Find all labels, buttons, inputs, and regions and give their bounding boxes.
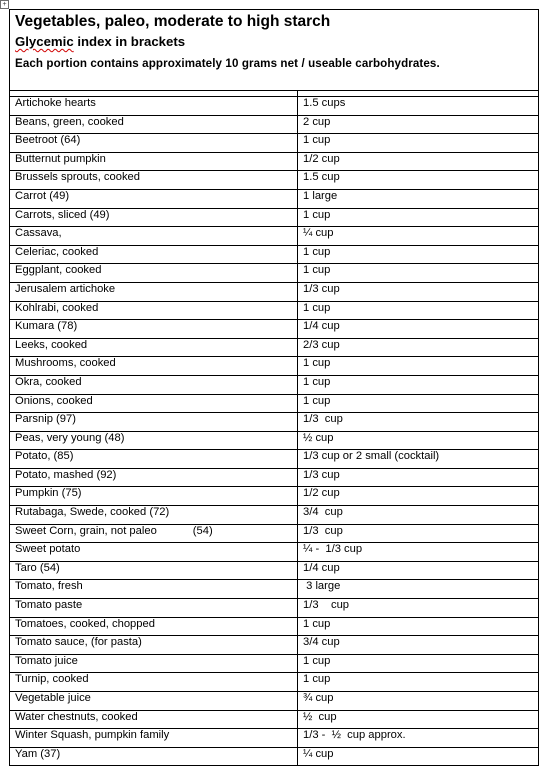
portion-cell[interactable] bbox=[298, 245, 539, 264]
portion-cell[interactable] bbox=[298, 208, 539, 227]
food-name: Beetroot (64) bbox=[15, 134, 81, 147]
food-name: Tomato juice bbox=[15, 654, 78, 667]
portion-cell[interactable] bbox=[298, 320, 539, 339]
portion-cell[interactable] bbox=[298, 264, 539, 283]
food-name: Leeks, cooked bbox=[15, 338, 88, 351]
portion-size: ¼ - 1/3 cup bbox=[303, 543, 363, 556]
portion-size: 1/4 cup bbox=[303, 320, 340, 333]
table-row bbox=[10, 524, 539, 543]
portion-cell[interactable] bbox=[298, 115, 539, 134]
table-row bbox=[10, 264, 539, 283]
table-row bbox=[10, 487, 539, 506]
table-row bbox=[10, 729, 539, 748]
food-cell[interactable] bbox=[10, 320, 298, 339]
portion-size: 1.5 cups bbox=[303, 97, 346, 109]
document-title: Vegetables, paleo, moderate to high starch bbox=[15, 13, 331, 30]
table-row bbox=[10, 282, 539, 301]
portion-size: 2 cup bbox=[303, 115, 331, 128]
portion-size: 1 large bbox=[303, 189, 338, 202]
portion-size: ¼ cup bbox=[303, 227, 334, 240]
food-cell[interactable] bbox=[10, 357, 298, 376]
food-name: Tomato sauce, (for pasta) bbox=[15, 636, 142, 649]
table-row bbox=[10, 301, 539, 320]
portion-cell[interactable] bbox=[298, 561, 539, 580]
portion-size: 1 cup bbox=[303, 394, 331, 407]
food-name: Winter Squash, pumpkin family bbox=[15, 729, 170, 742]
table-row bbox=[10, 747, 539, 766]
food-name: Eggplant, cooked bbox=[15, 264, 102, 277]
food-name: Sweet Corn, grain, not paleo bbox=[15, 524, 157, 537]
table-row bbox=[10, 468, 539, 487]
food-name: Butternut pumpkin bbox=[15, 152, 106, 165]
portion-cell[interactable] bbox=[298, 543, 539, 562]
portion-cell[interactable] bbox=[298, 710, 539, 729]
table-row bbox=[10, 152, 539, 171]
table-row bbox=[10, 97, 539, 116]
portion-size: 1/3 cup or 2 small (cocktail) bbox=[303, 450, 440, 463]
table-row bbox=[10, 692, 539, 711]
portion-size: 1 cup bbox=[303, 245, 331, 258]
table-row bbox=[10, 450, 539, 469]
portion-cell[interactable] bbox=[298, 654, 539, 673]
food-cell[interactable] bbox=[10, 561, 298, 580]
portion-cell[interactable] bbox=[298, 729, 539, 748]
food-name: Carrot (49) bbox=[15, 189, 70, 202]
portion-size: 1 cup bbox=[303, 357, 331, 370]
food-name: Rutabaga, Swede, cooked (72) bbox=[15, 506, 170, 519]
food-cell[interactable] bbox=[10, 245, 298, 264]
food-name: Kumara (78) bbox=[15, 320, 78, 333]
food-cell[interactable] bbox=[10, 227, 298, 246]
food-cell[interactable] bbox=[10, 747, 298, 766]
table-row bbox=[10, 413, 539, 432]
food-cell[interactable] bbox=[10, 617, 298, 636]
portion-cell[interactable] bbox=[298, 636, 539, 655]
portion-cell[interactable] bbox=[298, 450, 539, 469]
food-name: Parsnip (97) bbox=[15, 413, 76, 426]
portion-size: 1/2 cup bbox=[303, 152, 340, 165]
portion-size: 1 cup bbox=[303, 375, 331, 388]
food-cell[interactable] bbox=[10, 506, 298, 525]
portion-size: 1 cup bbox=[303, 301, 331, 314]
portion-size: 1/3 cup bbox=[303, 282, 340, 295]
food-cell[interactable] bbox=[10, 413, 298, 432]
table-row bbox=[10, 375, 539, 394]
food-name: Turnip, cooked bbox=[15, 673, 89, 686]
food-cell[interactable] bbox=[10, 636, 298, 655]
portion-cell[interactable] bbox=[298, 617, 539, 636]
portion-cell[interactable] bbox=[298, 524, 539, 543]
portion-size: 3/4 cup bbox=[303, 506, 343, 519]
food-cell[interactable] bbox=[10, 543, 298, 562]
food-name: Beans, green, cooked bbox=[15, 115, 124, 128]
portion-size: 1/3 cup bbox=[303, 524, 343, 537]
food-cell[interactable] bbox=[10, 710, 298, 729]
portion-size: 1/3 cup bbox=[303, 413, 343, 426]
portion-size: 1 cup bbox=[303, 617, 331, 630]
table-row bbox=[10, 208, 539, 227]
portion-cell[interactable] bbox=[298, 97, 539, 116]
portion-size: 1/2 cup bbox=[303, 487, 340, 500]
portion-cell[interactable] bbox=[298, 134, 539, 153]
table-row bbox=[10, 245, 539, 264]
portion-size: 1 cup bbox=[303, 673, 331, 686]
portion-size: 1.5 cup bbox=[303, 171, 340, 184]
food-name: Jerusalem artichoke bbox=[15, 282, 116, 295]
food-name: Peas, very young (48) bbox=[15, 431, 125, 444]
portion-cell[interactable] bbox=[298, 171, 539, 190]
portion-cell[interactable] bbox=[298, 152, 539, 171]
food-cell[interactable] bbox=[10, 338, 298, 357]
table-header-cell bbox=[10, 10, 539, 91]
food-cell[interactable] bbox=[10, 282, 298, 301]
food-cell[interactable] bbox=[10, 654, 298, 673]
food-name: Carrots, sliced (49) bbox=[15, 208, 110, 221]
portion-size: 1 cup bbox=[303, 134, 331, 147]
table-row bbox=[10, 673, 539, 692]
table-row bbox=[10, 506, 539, 525]
food-cell[interactable] bbox=[10, 208, 298, 227]
table-row bbox=[10, 227, 539, 246]
portion-size: 1/4 cup bbox=[303, 561, 340, 574]
food-cell[interactable] bbox=[10, 431, 298, 450]
carbohydrate-table bbox=[9, 9, 539, 766]
food-name: Sweet potato bbox=[15, 543, 81, 556]
portion-cell[interactable] bbox=[298, 413, 539, 432]
portion-size: 1/3 cup bbox=[303, 468, 340, 481]
table-header-row bbox=[10, 10, 539, 91]
portion-size: ¼ cup bbox=[303, 747, 334, 760]
table-row bbox=[10, 320, 539, 339]
table-row bbox=[10, 171, 539, 190]
table-row bbox=[10, 189, 539, 208]
food-name: Taro (54) bbox=[15, 561, 60, 574]
portion-size: ¾ cup bbox=[303, 692, 334, 704]
food-name: Okra, cooked bbox=[15, 375, 82, 388]
portion-cell[interactable] bbox=[298, 487, 539, 506]
table-row bbox=[10, 580, 539, 599]
food-cell[interactable] bbox=[10, 487, 298, 506]
food-cell[interactable] bbox=[10, 134, 298, 153]
portion-cell[interactable] bbox=[298, 394, 539, 413]
table-row bbox=[10, 115, 539, 134]
food-name: Water chestnuts, cooked bbox=[15, 710, 138, 723]
table-row bbox=[10, 710, 539, 729]
food-name: Yam (37) bbox=[15, 747, 61, 760]
food-name: Cassava, bbox=[15, 227, 62, 240]
portion-cell[interactable] bbox=[298, 375, 539, 394]
food-cell[interactable] bbox=[10, 171, 298, 190]
food-cell[interactable] bbox=[10, 189, 298, 208]
portion-size: 1 cup bbox=[303, 208, 331, 221]
food-name: Mushrooms, cooked bbox=[15, 357, 116, 370]
food-name: Kohlrabi, cooked bbox=[15, 301, 99, 314]
portion-size: 3 large bbox=[303, 580, 341, 593]
food-name: Pumpkin (75) bbox=[15, 487, 82, 500]
food-cell[interactable] bbox=[10, 580, 298, 599]
food-name: Celeriac, cooked bbox=[15, 245, 99, 258]
portion-cell[interactable] bbox=[298, 580, 539, 599]
portion-cell[interactable] bbox=[298, 692, 539, 711]
table-row bbox=[10, 599, 539, 618]
portion-note: Each portion contains approximately 10 grams net / useable carbohydrates. bbox=[15, 57, 440, 70]
portion-cell[interactable] bbox=[298, 189, 539, 208]
portion-size: 3/4 cup bbox=[303, 636, 340, 649]
food-cell[interactable] bbox=[10, 468, 298, 487]
food-cell[interactable] bbox=[10, 264, 298, 283]
portion-cell[interactable] bbox=[298, 282, 539, 301]
document-subtitle bbox=[15, 32, 538, 52]
food-name: Artichoke hearts bbox=[15, 97, 96, 109]
table-move-handle-icon[interactable]: + bbox=[0, 0, 9, 9]
portion-size: ½ cup bbox=[303, 710, 337, 723]
food-cell[interactable] bbox=[10, 524, 298, 543]
portion-size: 1/3 cup bbox=[303, 599, 350, 612]
food-name: Potato, mashed (92) bbox=[15, 468, 117, 481]
food-cell[interactable] bbox=[10, 97, 298, 116]
glycemic-index-value: (54) bbox=[192, 524, 213, 537]
table-row bbox=[10, 617, 539, 636]
food-cell[interactable] bbox=[10, 301, 298, 320]
portion-size: 1 cup bbox=[303, 654, 331, 667]
table-row bbox=[10, 636, 539, 655]
portion-size: 1 cup bbox=[303, 264, 331, 277]
spellcheck-flagged-word[interactable]: Glycemic bbox=[15, 34, 74, 49]
portion-size: ½ cup bbox=[303, 431, 334, 444]
food-cell[interactable] bbox=[10, 375, 298, 394]
portion-size: 1/3 - ½ cup approx. bbox=[303, 729, 406, 742]
food-name: Tomatoes, cooked, chopped bbox=[15, 617, 155, 630]
portion-cell[interactable] bbox=[298, 599, 539, 618]
food-cell[interactable] bbox=[10, 692, 298, 711]
subtitle-remainder: index in brackets bbox=[73, 34, 186, 49]
portion-cell[interactable] bbox=[298, 506, 539, 525]
portion-cell[interactable] bbox=[298, 338, 539, 357]
food-cell[interactable] bbox=[10, 394, 298, 413]
portion-cell[interactable] bbox=[298, 227, 539, 246]
portion-cell[interactable] bbox=[298, 431, 539, 450]
food-cell[interactable] bbox=[10, 152, 298, 171]
food-cell[interactable] bbox=[10, 673, 298, 692]
food-name: Vegetable juice bbox=[15, 692, 91, 704]
food-name: Tomato paste bbox=[15, 599, 83, 612]
food-name: Tomato, fresh bbox=[15, 580, 83, 593]
table-row bbox=[10, 654, 539, 673]
portion-size: 2/3 cup bbox=[303, 338, 340, 351]
portion-cell[interactable] bbox=[298, 673, 539, 692]
table-row bbox=[10, 134, 539, 153]
food-name: Brussels sprouts, cooked bbox=[15, 171, 140, 184]
table-row bbox=[10, 357, 539, 376]
food-cell[interactable] bbox=[10, 599, 298, 618]
food-name: Potato, (85) bbox=[15, 450, 74, 463]
portion-cell[interactable] bbox=[298, 468, 539, 487]
food-cell[interactable] bbox=[10, 115, 298, 134]
food-name: Onions, cooked bbox=[15, 394, 93, 407]
table-row bbox=[10, 561, 539, 580]
food-cell[interactable] bbox=[10, 729, 298, 748]
table-row bbox=[10, 338, 539, 357]
table-row bbox=[10, 394, 539, 413]
table-row bbox=[10, 431, 539, 450]
portion-cell[interactable] bbox=[298, 747, 539, 766]
food-cell[interactable] bbox=[10, 450, 298, 469]
table-row bbox=[10, 543, 539, 562]
portion-cell[interactable] bbox=[298, 301, 539, 320]
portion-cell[interactable] bbox=[298, 357, 539, 376]
